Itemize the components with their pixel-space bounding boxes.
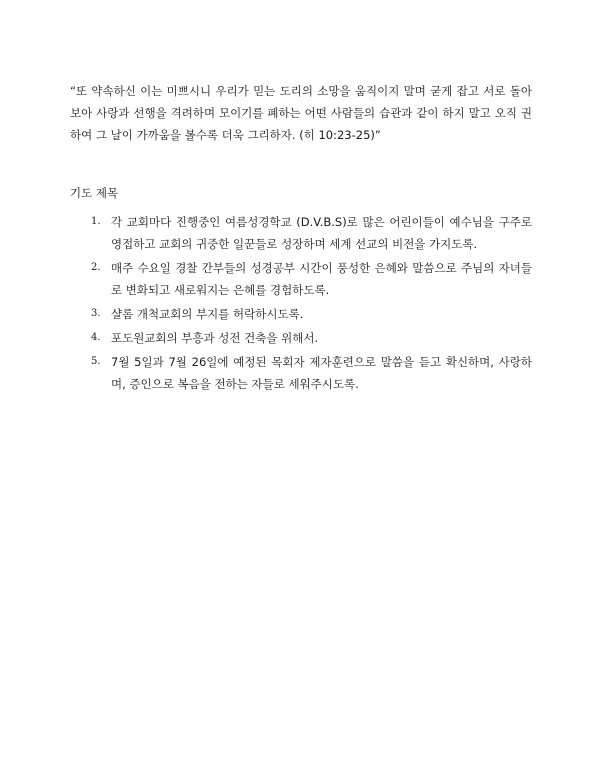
item-number: 1.	[91, 216, 101, 227]
item-number: 3.	[91, 308, 101, 319]
item-text: 포도원교회의 부흥과 성전 건축을 위해서.	[111, 331, 319, 345]
prayer-heading: 기도 제목	[70, 186, 119, 200]
item-number: 2.	[91, 262, 101, 273]
item-text: 매주 수요일 경찰 간부들의 성경공부 시간이 풍성한 은혜와 말씀으로 주님의 자녀들로 변화되고 새로워지는 은혜를 경험하도록.	[111, 261, 532, 297]
item-text: 각 교회마다 진행중인 여름성경학교 (D.V.B.S)로 많은 어린이들이 예수님을 구주로 영접하고 교회의 귀중한 일꾼들로 성장하며 세계 선교의 비전을 가지도록.	[111, 215, 532, 251]
item-number: 5.	[91, 356, 101, 367]
prayer-item	[70, 327, 532, 349]
prayer-list	[70, 211, 532, 397]
item-number: 4.	[91, 332, 101, 343]
prayer-item	[70, 351, 532, 395]
scripture-quote: “또 약속하신 이는 미쁘시니 우리가 믿는 도리의 소망을 움직이지 말며 굳게 잡고 서로 돌아보아 사랑과 선행을 격려하며 모이기를 폐하는 어떤 사람들의 습관과 같이 하지 말고 오직 권하여 그 날이 가까움을 볼수록 더욱 그리하자. (히 10:23-25)”	[70, 84, 532, 142]
prayer-item	[70, 303, 532, 325]
item-text: 샬롬 개척교회의 부지를 허락하시도록.	[111, 307, 304, 321]
prayer-item	[70, 257, 532, 301]
item-text: 7월 5일과 7월 26일에 예정된 목회자 제자훈련으로 말씀을 듣고 확신하며, 사랑하며, 증인으로 복음을 전하는 자들로 세워주시도록.	[111, 355, 532, 391]
prayer-item	[70, 211, 532, 255]
